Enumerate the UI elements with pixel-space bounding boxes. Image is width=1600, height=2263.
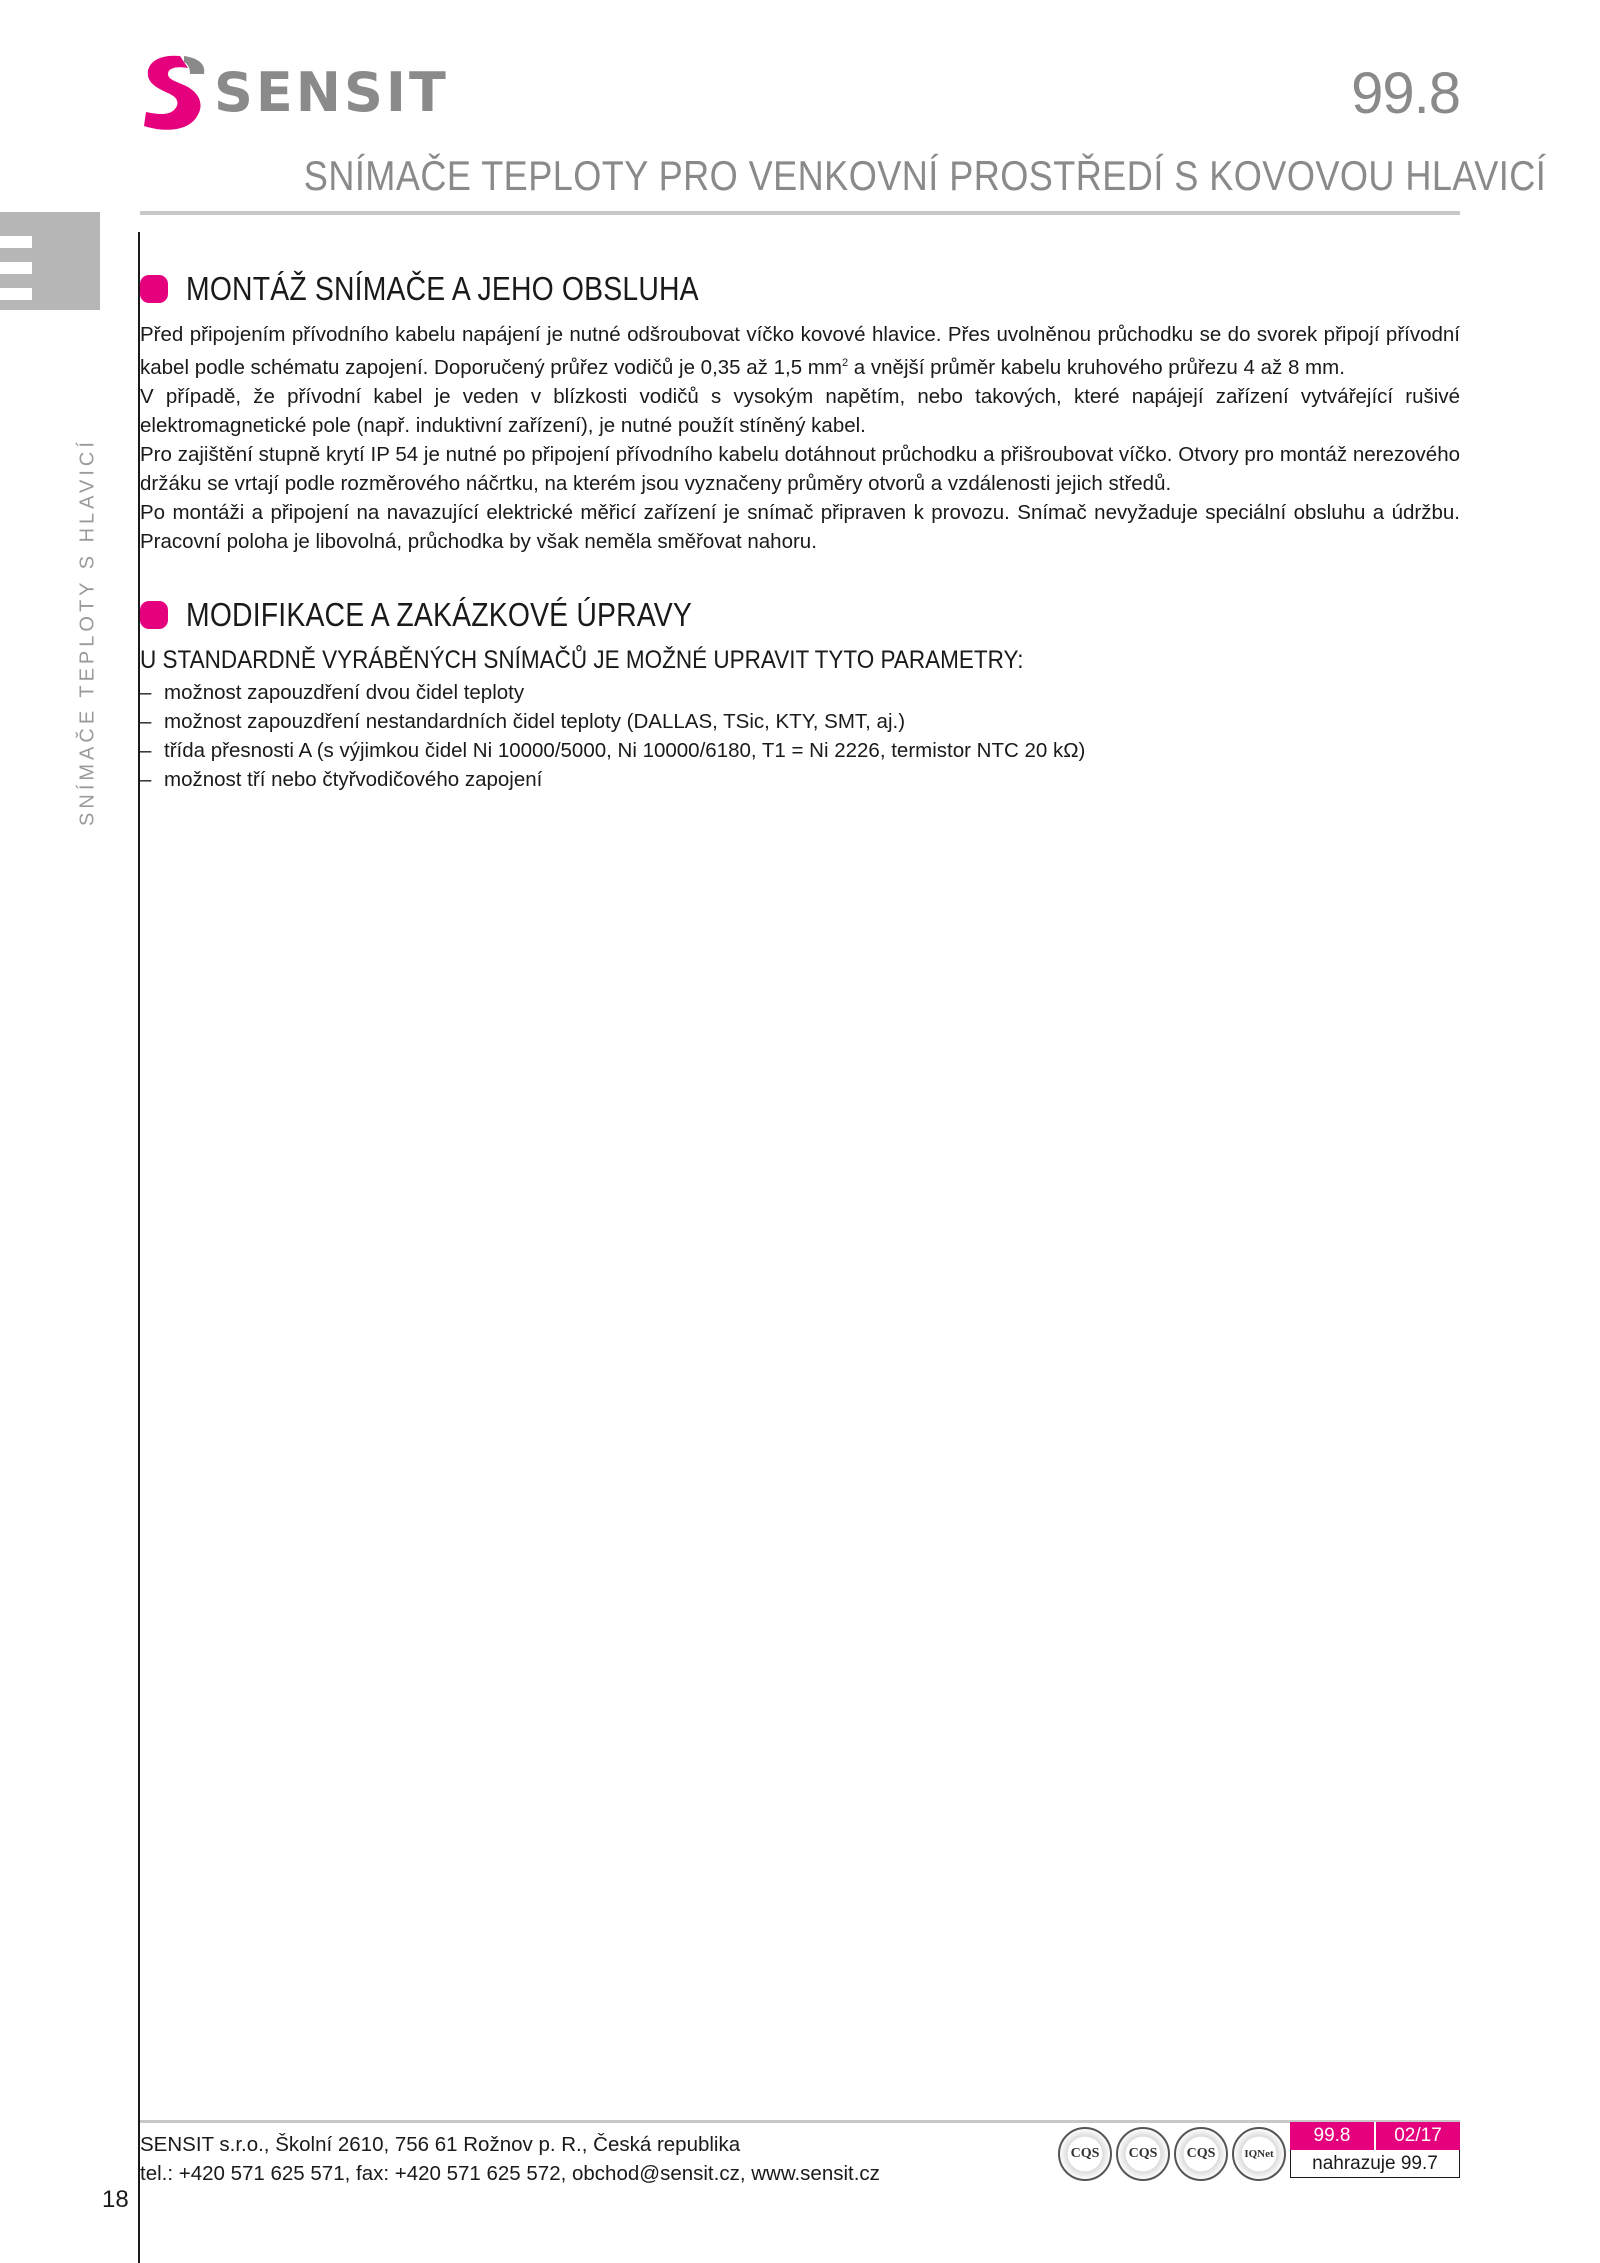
list-item: – možnost zapouzdření nestandardních čidel teploty (DALLAS, TSic, KTY, SMT, aj.) [140, 707, 1085, 736]
certification-logos [1058, 2127, 1286, 2181]
cqs-cert-icon: CQS [1058, 2127, 1112, 2181]
section-bullet-icon [140, 601, 168, 629]
list-item: – možnost zapouzdření dvou čidel teploty [140, 678, 1085, 707]
version-box [1290, 2122, 1460, 2178]
footer-divider [140, 2120, 1460, 2123]
section-heading-modifikace [140, 596, 774, 634]
section-subtitle: U STANDARDNĚ VYRÁBĚNÝCH SNÍMAČŮ JE MOŽNÉ UPRAVIT TYTO PARAMETRY: [140, 646, 1024, 674]
cqs-cert-icon: CQS [1174, 2127, 1228, 2181]
paragraph: Pro zajištění stupně krytí IP 54 je nutné po připojení přívodního kabelu dotáhnout průchodku a přišroubovat víčko. Otvory pro montáž nerezového držáku se vrtají podle rozměrového náčrtku, na kterém jsou vyznačeny průměry otvorů a vzdálenosti jejich středů. [140, 442, 1460, 495]
paragraph: Po montáži a připojení na navazující elektrické měřicí zařízení je snímač připraven k provozu. Snímač nevyžaduje speciální obsluhu a údržbu. Pracovní poloha je libovolná, průchodka by však neměla směřovat nahoru. [140, 500, 1460, 553]
modification-list [140, 678, 1085, 794]
side-tab [0, 212, 100, 310]
iqnet-cert-icon: IQNet [1232, 2127, 1286, 2181]
side-tab-stripe [0, 236, 32, 248]
section-title: MODIFIKACE A ZAKÁZKOVÉ ÚPRAVY [186, 596, 692, 633]
page-title: SNÍMAČE TEPLOTY PRO VENKOVNÍ PROSTŘEDÍ S KOVOVOU HLAVICÍ [303, 152, 1547, 199]
list-item: – třída přesnosti A (s výjimkou čidel Ni 10000/5000, Ni 10000/6180, T1 = Ni 2226, termistor NTC 20 kΩ) [140, 736, 1085, 765]
page-number: 18 [102, 2186, 129, 2213]
header-divider [140, 211, 1460, 215]
page-code: 99.8 [1351, 61, 1460, 126]
section-heading-montaz [140, 270, 782, 308]
footer-address [140, 2130, 880, 2188]
paragraph: V případě, že přívodní kabel je veden v blízkosti vodičů s vysokým napětím, nebo takových, které napájejí zařízení vytvářející rušivé elektromagnetické pole (např. induktivní zařízení), je nutné použít stíněný kabel. [140, 384, 1460, 437]
sensit-logo-icon [140, 52, 210, 134]
cqs-cert-icon: CQS [1116, 2127, 1170, 2181]
version-date: 02/17 [1374, 2122, 1460, 2150]
side-section-label: SNÍMAČE TEPLOTY S HLAVICÍ [76, 438, 99, 826]
paragraph: Před připojením přívodního kabelu napájení je nutné odšroubovat víčko kovové hlavice. Přes uvolněnou průchodku se do svorek připojí přívodní kabel podle schématu zapojení. Doporučený průřez vodičů je 0,35 až 1,5 $mm^2$ a vnější průměr kabelu kruhového průřezu 4 až 8 mm. [140, 323, 1460, 379]
side-tab-stripe [0, 262, 32, 274]
logo-wordmark: SENSIT [214, 61, 449, 124]
section-bullet-icon [140, 275, 168, 303]
company-address: SENSIT s.r.o., Školní 2610, 756 61 Rožnov p. R., Česká republika [140, 2133, 741, 2156]
company-contact: tel.: +420 571 625 571, fax: +420 571 625 572, obchod@sensit.cz, www.sensit.cz [140, 2162, 880, 2185]
side-tab-stripe [0, 288, 32, 300]
section-body-montaz [140, 320, 1460, 556]
replaces-note: nahrazuje 99.7 [1290, 2150, 1460, 2178]
section-title: MONTÁŽ SNÍMAČE A JEHO OBSLUHA [186, 270, 699, 307]
sensit-logo [140, 52, 449, 136]
list-item: – možnost tří nebo čtyřvodičového zapojení [140, 765, 1085, 794]
version-code: 99.8 [1290, 2122, 1374, 2150]
